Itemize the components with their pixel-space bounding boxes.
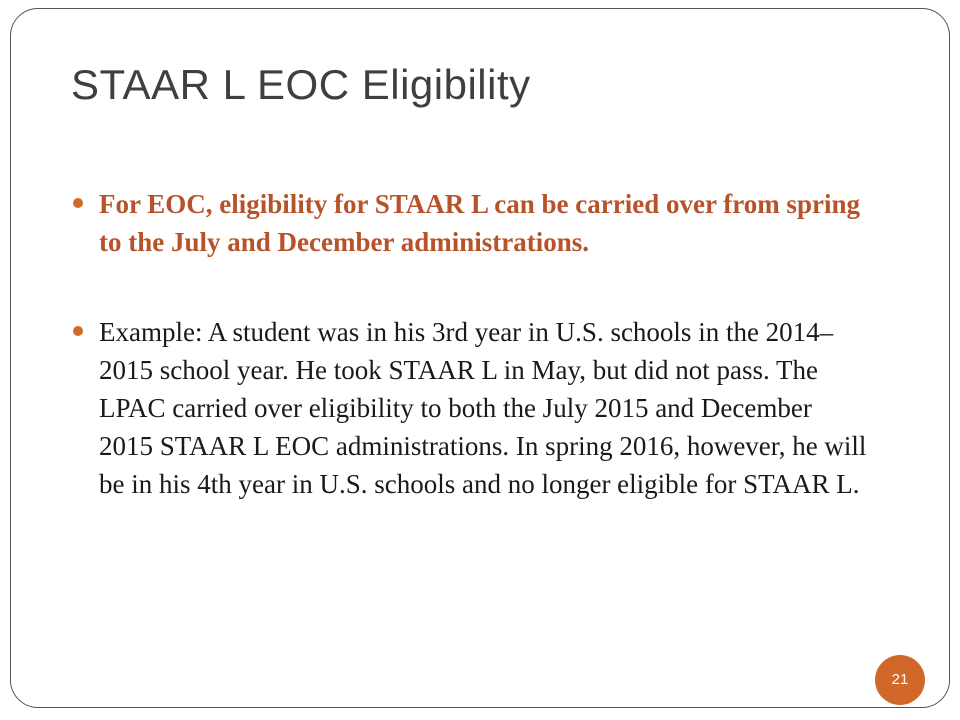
slide-frame — [10, 8, 950, 708]
bullet-text: For EOC, eligibility for STAAR L can be carried over from spring to the July and December administrations. — [99, 189, 860, 257]
bullet-item-eligibility — [71, 185, 871, 261]
bullet-list — [71, 185, 871, 503]
bullet-dot-icon — [73, 198, 83, 208]
page-number-badge: 21 — [875, 655, 925, 705]
bullet-item-example — [71, 313, 871, 503]
bullet-text: Example: A student was in his 3rd year in U.S. schools in the 2014–2015 school year. He took STAAR L in May, but did not pass. The LPAC carried over eligibility to both the July 2015 and December 2015 STAAR L EOC administrations. In spring 2016, however, he will be in his 4th year in U.S. schools and no longer eligible for STAAR L. — [99, 317, 867, 499]
slide-title: STAAR L EOC Eligibility — [71, 61, 531, 108]
bullet-dot-icon — [73, 326, 83, 336]
